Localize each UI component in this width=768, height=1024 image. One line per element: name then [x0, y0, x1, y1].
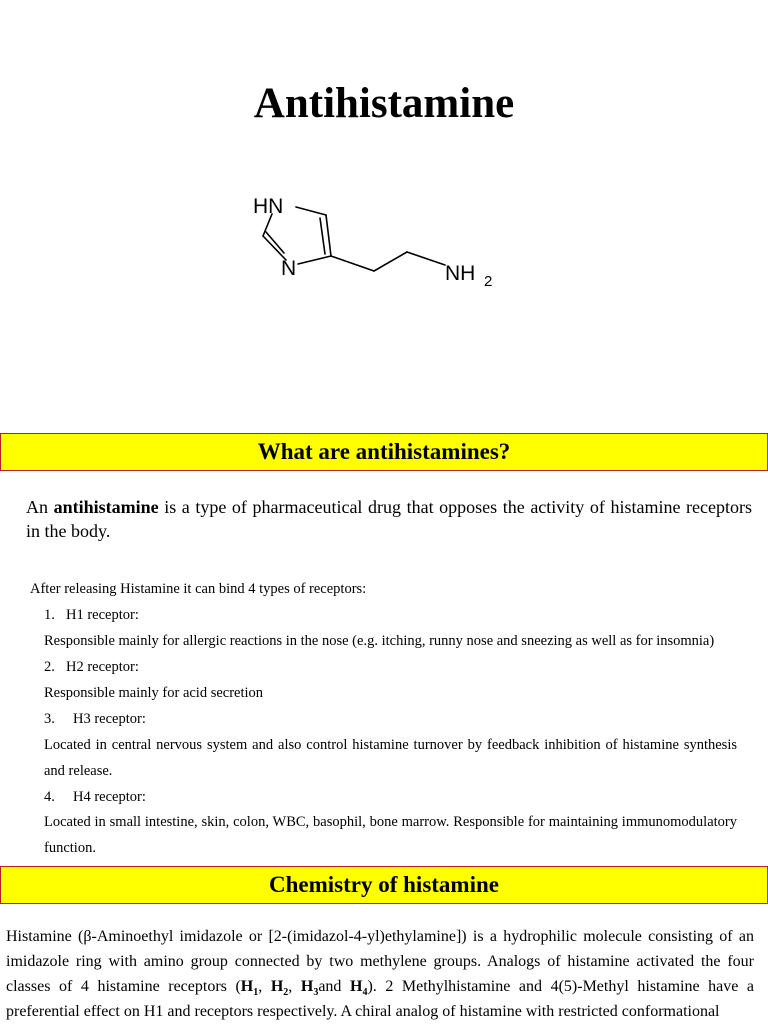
receptor-item-desc: Responsible mainly for acid secretion — [44, 685, 264, 701]
label-nh-subscript: 2 — [484, 273, 493, 290]
receptor-item-desc-cont: function. — [44, 840, 96, 856]
receptor-item-num: 1. — [44, 607, 55, 623]
chemistry-text-part-a: Histamine (β-Aminoethyl imidazole or [2-(imidazol-4-yl)ethylamine]) is a hydrophilic molecule consisting of an imidazole ring with amino group connected by two methylene groups. Analogs of histamine activated the four classes of 4 histamine receptors ( — [6, 928, 754, 995]
receptor-item-name: H2 receptor: — [66, 659, 139, 675]
receptor-h4: $H_4$ — [350, 978, 368, 999]
receptor-item-num: 2. — [44, 659, 55, 675]
receptor-h2: $H_2$ — [270, 978, 289, 999]
section-heading-chemistry-of-histamine: Chemistry of histamine — [0, 866, 768, 904]
bond-c4-ch2 — [331, 256, 374, 271]
receptor-item-desc: Responsible mainly for allergic reactions in the nose (e.g. itching, runny nose and sneezing as well as for insomnia) — [44, 633, 715, 649]
receptor-list-lead: After releasing Histamine it can bind 4 types of receptors: — [30, 581, 367, 597]
intro-paragraph — [26, 495, 752, 543]
label-hn: HN — [253, 195, 284, 218]
chemistry-paragraph — [6, 924, 754, 1024]
receptor-item-name: H1 receptor: — [66, 607, 139, 623]
separator: , — [288, 978, 301, 995]
and-text: and — [318, 978, 350, 995]
receptor-item-num: 4. — [44, 789, 55, 805]
label-nh: NH — [445, 262, 476, 285]
receptor-item-name: H4 receptor: — [73, 789, 146, 805]
intro-prefix: An — [26, 497, 54, 517]
receptor-item-desc-cont: and release. — [44, 763, 113, 779]
receptor-h1: $H_1$ — [240, 978, 259, 999]
bond-c4-n3 — [298, 256, 331, 264]
bond-c5-c4 — [326, 215, 331, 256]
intro-rest: is a type of pharmaceutical drug that opposes the activity of histamine receptors in the body. — [26, 497, 752, 541]
histamine-structure-diagram — [240, 180, 520, 300]
receptor-item-num: 3. — [44, 711, 55, 727]
chemistry-text-part-b: ). 2 Methylhistamine and 4(5)-Methyl histamine have a preferential effect on H1 and receptors respectively. A chiral analog of histamine with restricted conformational — [6, 978, 755, 1020]
receptor-h3: $H_3$ — [300, 978, 319, 999]
bond-ch2-ch2 — [374, 252, 407, 271]
bond-n1-c5 — [296, 207, 326, 215]
bond-c4-c4-double — [320, 218, 325, 254]
label-n: N — [281, 257, 297, 280]
bond-ch2-nh2 — [407, 252, 445, 265]
section-heading-what-are-antihistamines: What are antihistamines? — [0, 433, 768, 471]
receptor-item-name: H3 receptor: — [73, 711, 146, 727]
receptor-item-desc: Located in central nervous system and also control histamine turnover by feedback inhibition of histamine synthesis — [44, 737, 737, 753]
page-title: Antihistamine — [253, 80, 515, 127]
intro-bold-term: antihistamine — [53, 497, 159, 517]
separator: , — [258, 978, 271, 995]
receptor-item-desc: Located in small intestine, skin, colon, WBC, basophil, bone marrow. Responsible for maintaining immunomodulatory — [44, 814, 737, 830]
